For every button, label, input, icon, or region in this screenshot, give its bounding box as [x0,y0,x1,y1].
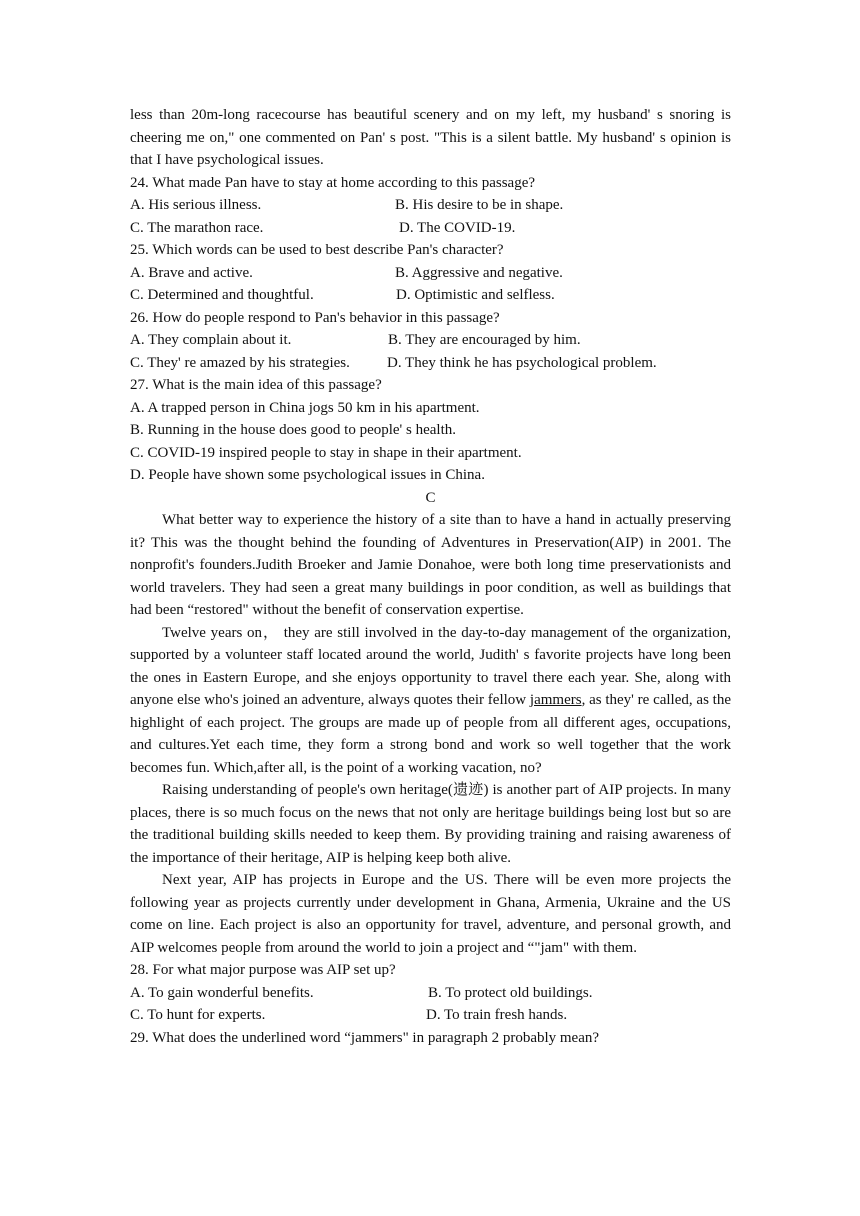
question-25: 25. Which words can be used to best describe Pan's character? [130,242,504,258]
q27-option-b: B. Running in the house does good to people' s health. [130,422,457,438]
q25-option-d: D. Optimistic and selfless. [396,287,555,303]
passage-c-paragraph-2 [130,622,731,780]
q25-options-row-1 [130,262,731,285]
q28-option-b: B. To protect old buildings. [428,984,593,1001]
paragraph-2-text-after: , as they' re called, as the highlight of each project. The groups are made up of people from all different ages, occupations, and cultures.Yet each time, they form a strong bond and work so well together that the work becomes fun. Which,after all, is the point of a working vacation, no? [130,692,732,776]
question-29: 29. What does the underlined word “jammers" in paragraph 2 probably mean? [130,1029,600,1046]
q26-options-row-2 [130,352,731,375]
document-page [130,104,731,1049]
intro-paragraph: less than 20m-long racecourse has beautiful scenery and on my left, my husband' s snoring is cheering me on," one commented on Pan' s post. "This is a silent battle. My husband' s opinion is that I have psychological issues. [130,107,731,168]
q25-options-row-2 [130,284,731,307]
question-28: 28. For what major purpose was AIP set up? [130,962,396,978]
q24-option-d: D. The COVID-19. [399,219,516,236]
q26-option-b: B. They are encouraged by him. [388,332,581,348]
passage-c-paragraph-3: Raising understanding of people's own heritage(遗迹) is another part of AIP projects. In many places, there is so much focus on the news that not only are heritage buildings being lost but so are the traditional building skills needed to keep them. By providing training and raising awareness of the importance of their heritage, AIP is helping keep both alive. [130,782,731,866]
q26-option-c: C. They' re amazed by his strategies. [130,354,350,371]
q27-option-c: C. COVID-19 inspired people to stay in shape in their apartment. [130,444,522,461]
q26-option-d: D. They think he has psychological problem. [387,354,657,371]
q25-option-b: B. Aggressive and negative. [395,264,563,281]
q27-option-d: D. People have shown some psychological issues in China. [130,467,485,483]
q24-option-b: B. His desire to be in shape. [395,197,564,213]
question-27: 27. What is the main idea of this passage? [130,377,382,393]
q24-option-a: A. His serious illness. [130,197,262,213]
q25-option-c: C. Determined and thoughtful. [130,287,314,303]
passage-c-paragraph-1: What better way to experience the history of a site than to have a hand in actually preserving it? This was the thought behind the founding of Adventures in Preservation(AIP) in 2001. The nonprofit's founders.Judith Broeker and Jamie Donahoe, were both long time preservationists and world travelers. They had seen a great many buildings in poor condition, as well as buildings that had been “restored" without the benefit of conservation expertise. [130,512,731,618]
q24-option-c: C. The marathon race. [130,219,264,236]
q26-options-row-1 [130,329,731,352]
q28-option-a: A. To gain wonderful benefits. [130,984,314,1001]
passage-c-paragraph-4: Next year, AIP has projects in Europe and the US. There will be even more projects the following year as projects currently under development in Ghana, Armenia, Ukraine and the US come on line. Each project is also an opportunity for travel, adventure, and personal growth, and AIP welcomes people from around the world to join a project and “"jam" with them. [130,872,731,956]
underlined-word-jammers: jammers [529,692,582,708]
q27-option-a: A. A trapped person in China jogs 50 km in his apartment. [130,399,480,416]
section-heading-c: C [425,489,436,506]
q24-options-row-1 [130,194,731,217]
q28-options-row-1 [130,982,731,1005]
question-24: 24. What made Pan have to stay at home according to this passage? [130,174,536,191]
q25-option-a: A. Brave and active. [130,264,253,281]
q24-options-row-2 [130,217,731,240]
q28-option-c: C. To hunt for experts. [130,1007,266,1023]
question-26: 26. How do people respond to Pan's behavior in this passage? [130,309,500,326]
paragraph-2-text-before: Twelve years on， they are still involved in the day-to-day management of the organization, supported by a volunteer staff located around the world, Judith' s favorite projects have long been the ones in Eastern Europe, and she enjoys opportunity to travel there each year. She, along with anyone else who's joined an adventure, always quotes their fellow [130,624,731,708]
q28-options-row-2 [130,1004,731,1027]
q26-option-a: A. They complain about it. [130,332,292,348]
q28-option-d: D. To train fresh hands. [426,1007,568,1023]
